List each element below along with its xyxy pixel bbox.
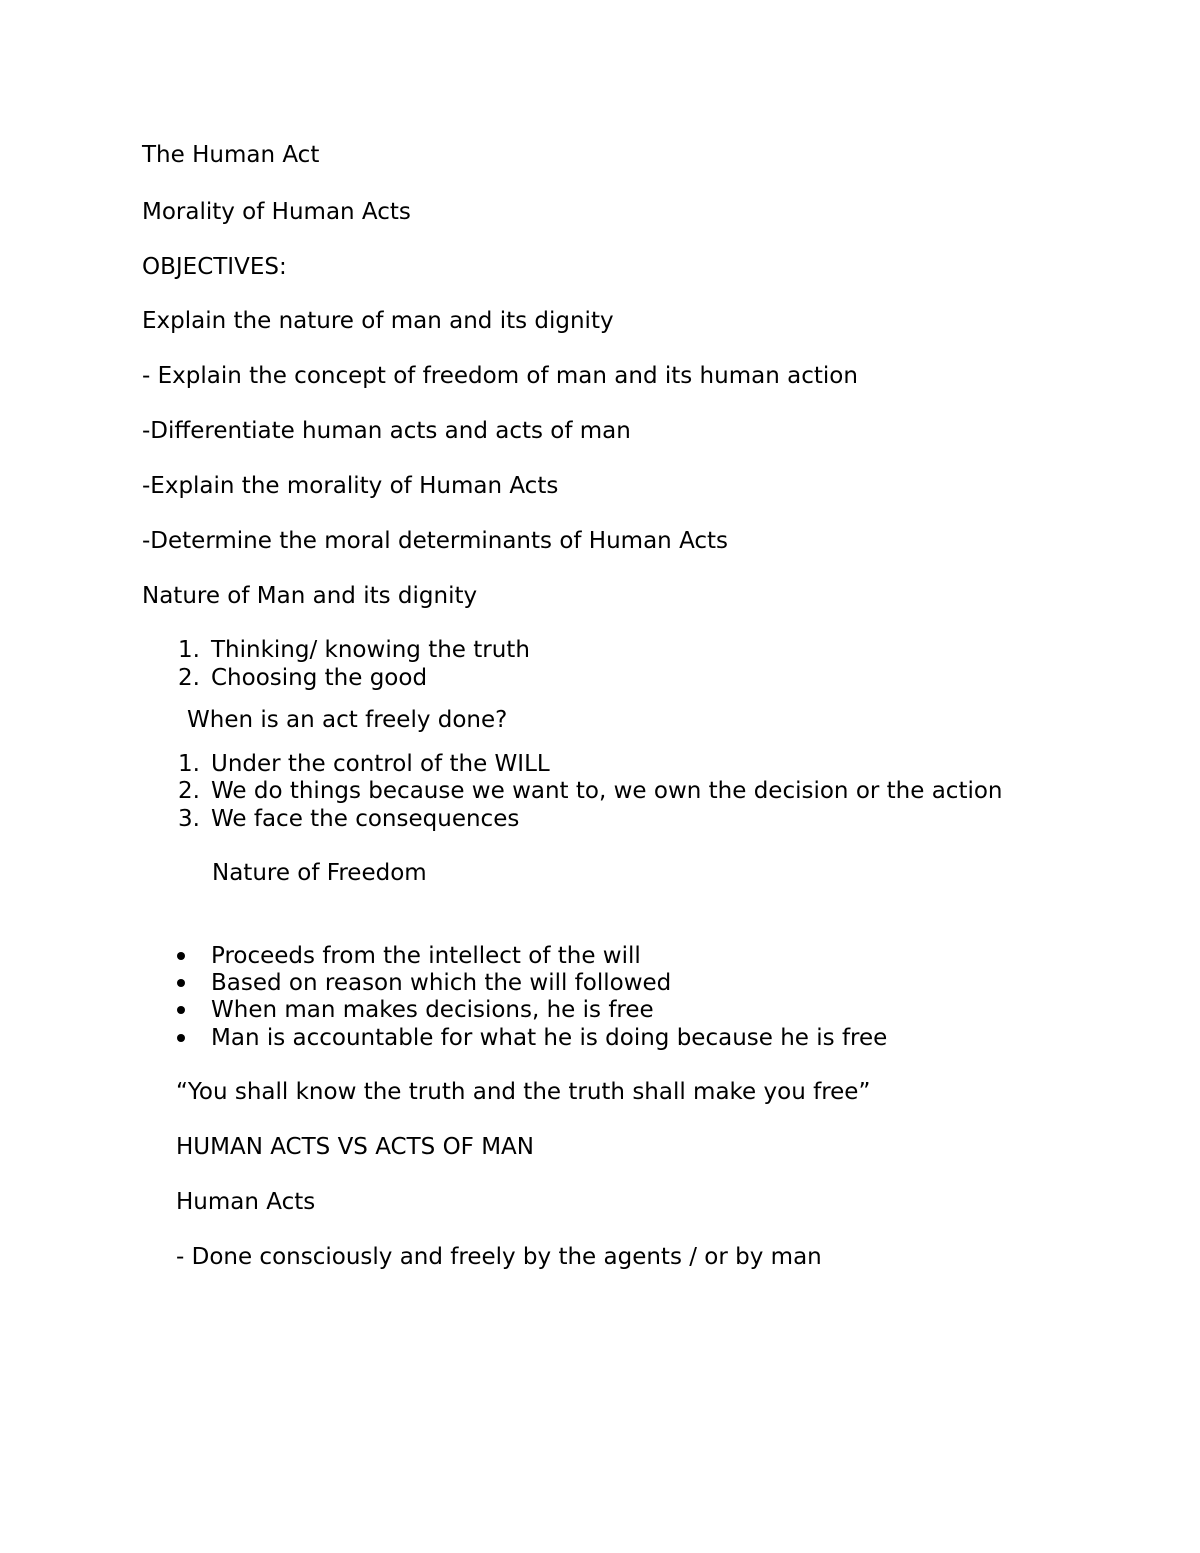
objectives-heading: OBJECTIVES: [142, 254, 287, 280]
freedom-bullet-item: Proceeds from the intellect of the will [211, 943, 641, 969]
document-subtitle: Morality of Human Acts [142, 199, 411, 225]
bullet-dot [177, 952, 185, 960]
nature-list-item: Thinking/ knowing the truth [211, 637, 530, 663]
list-number: 2. [178, 778, 200, 804]
scripture-quote: “You shall know the truth and the truth shall make you free” [176, 1079, 871, 1105]
nature-of-man-heading: Nature of Man and its dignity [142, 583, 478, 609]
free-act-question: When is an act freely done? [187, 707, 508, 733]
objective-item: -Differentiate human acts and acts of man [142, 418, 631, 444]
objective-item: Explain the nature of man and its dignity [142, 308, 614, 334]
document-title: The Human Act [142, 142, 320, 168]
list-number: 3. [178, 806, 200, 832]
objective-item: - Explain the concept of freedom of man and its human action [142, 363, 858, 389]
nature-of-freedom-heading: Nature of Freedom [212, 860, 427, 886]
list-number: 1. [178, 637, 200, 663]
human-acts-definition: - Done consciously and freely by the agents / or by man [176, 1244, 822, 1270]
freedom-bullet-item: Man is accountable for what he is doing because he is free [211, 1025, 888, 1051]
freedom-bullet-item: When man makes decisions, he is free [211, 997, 654, 1023]
free-list-item: We do things because we want to, we own the decision or the action [211, 778, 1003, 804]
list-number: 1. [178, 751, 200, 777]
nature-list-item: Choosing the good [211, 665, 428, 691]
objective-item: -Explain the morality of Human Acts [142, 473, 559, 499]
bullet-dot [177, 1006, 185, 1014]
comparison-heading: HUMAN ACTS VS ACTS OF MAN [176, 1134, 534, 1160]
bullet-dot [177, 979, 185, 987]
free-list-item: Under the control of the WILL [211, 751, 550, 777]
bullet-dot [177, 1034, 185, 1042]
list-number: 2. [178, 665, 200, 691]
human-acts-heading: Human Acts [176, 1189, 316, 1215]
free-list-item: We face the consequences [211, 806, 520, 832]
freedom-bullet-item: Based on reason which the will followed [211, 970, 672, 996]
objective-item: -Determine the moral determinants of Human Acts [142, 528, 729, 554]
